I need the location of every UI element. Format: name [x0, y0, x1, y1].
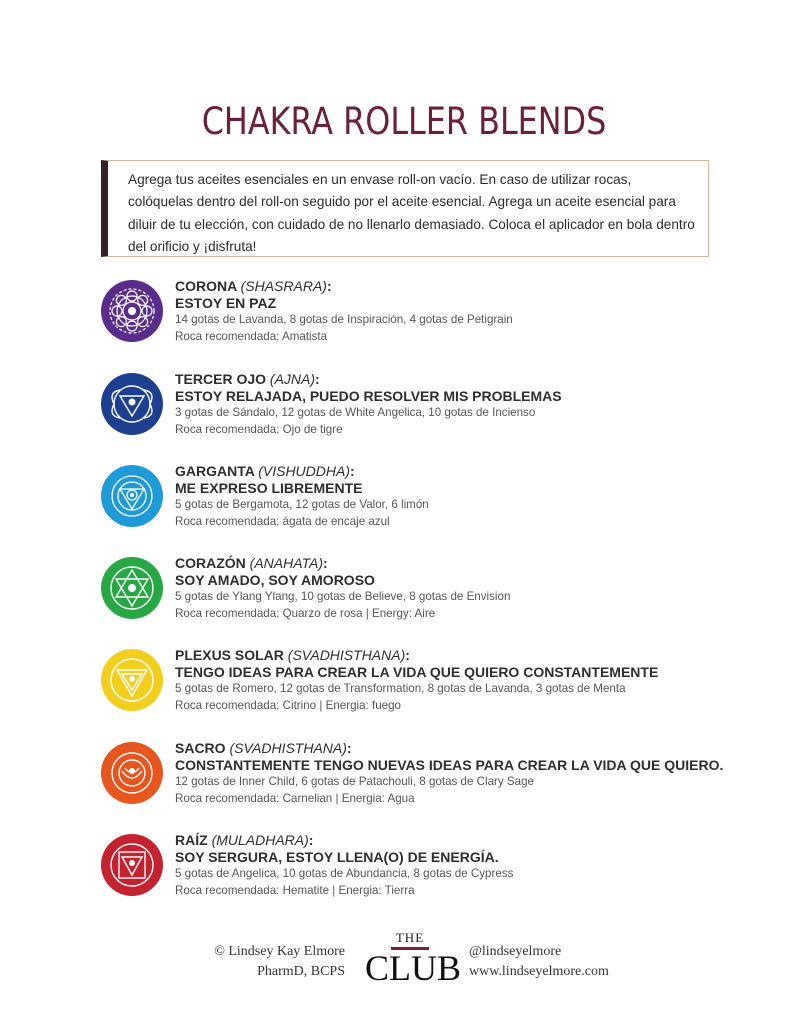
- chakra-affirmation: TENGO IDEAS PARA CREAR LA VIDA QUE QUIERO CONSTANTEMENTE: [175, 664, 659, 680]
- chakra-stone: Roca recomendada: Ojo de tigre: [175, 422, 343, 436]
- chakra-name: PLEXUS SOLAR (SVADHISTHANA):: [175, 647, 410, 663]
- website-link[interactable]: www.lindseyelmore.com: [469, 964, 609, 979]
- chakra-name: TERCER OJO (AJNA):: [175, 371, 320, 387]
- chakra-item-raiz: [100, 831, 720, 911]
- chakra-stone: Roca recomendada: ágata de encaje azul: [175, 514, 390, 528]
- chakra-affirmation: ESTOY RELAJADA, PUEDO RESOLVER MIS PROBLEMAS: [175, 388, 562, 404]
- club-logo-word: CLUB: [365, 948, 462, 988]
- chakra-recipe: 5 gotas de Romero, 12 gotas de Transformation, 8 gotas de Lavanda, 3 gotas de Menta: [175, 682, 626, 695]
- author-block: [214, 942, 345, 982]
- root-chakra-icon: [100, 833, 164, 897]
- third-eye-chakra-icon: [100, 372, 164, 436]
- chakra-stone: Roca recomendada: Amatista: [175, 329, 328, 343]
- chakra-item-garganta: [100, 462, 720, 542]
- chakra-item-sacro: [100, 739, 724, 819]
- chakra-stone: Roca recomendada: Carnelian | Energia: Agua: [175, 791, 415, 805]
- chakra-item-tercer-ojo: [100, 370, 720, 450]
- chakra-recipe: 14 gotas de Lavanda, 8 gotas de Inspiración, 4 gotas de Petigrain: [175, 313, 513, 326]
- chakra-recipe: 12 gotas de Inner Child, 6 gotas de Patachouli, 8 gotas de Clary Sage: [175, 775, 534, 788]
- chakra-recipe: 3 gotas de Sándalo, 12 gotas de White Angelica, 10 gotas de Incienso: [175, 406, 536, 419]
- chakra-affirmation: SOY AMADO, SOY AMOROSO: [175, 572, 375, 588]
- chakra-name: SACRO (SVADHISTHANA):: [175, 740, 352, 756]
- chakra-recipe: 5 gotas de Angelica, 10 gotas de Abundancia, 8 gotas de Cypress: [175, 867, 514, 880]
- chakra-recipe: 5 gotas de Ylang Ylang, 10 gotas de Believe, 8 gotas de Envision: [175, 590, 511, 603]
- intro-box: Agrega tus aceites esenciales en un envase roll-on vacío. En caso de utilizar rocas, colóquelas dentro del roll-on seguido por el aceite esencial. Agrega un aceite esencial para diluir de tu elección, con cuidado de no llenarlo demasiado. Coloca el aplicador en bola dentro del orificio y ¡disfruta!: [101, 160, 709, 257]
- chakra-item-plexus-solar: [100, 646, 720, 726]
- chakra-item-corona: [100, 277, 720, 357]
- chakra-affirmation: CONSTANTEMENTE TENGO NUEVAS IDEAS PARA CREAR LA VIDA QUE QUIERO.: [175, 757, 724, 773]
- throat-chakra-icon: [100, 464, 164, 528]
- crown-chakra-icon: [100, 279, 164, 343]
- chakra-stone: Roca recomendada: Citrino | Energia: fuego: [175, 698, 401, 712]
- social-handle[interactable]: @lindseyelmore: [469, 944, 562, 959]
- chakra-name: CORAZÓN (ANAHATA):: [175, 555, 328, 571]
- chakra-affirmation: ME EXPRESO LIBREMENTE: [175, 480, 363, 496]
- heart-chakra-icon: [100, 556, 164, 620]
- sacral-chakra-icon: [100, 741, 164, 805]
- solar-plexus-chakra-icon: [100, 648, 164, 712]
- chakra-affirmation: SOY SERGURA, ESTOY LLENA(O) DE ENERGÍA.: [175, 849, 499, 865]
- chakra-name: GARGANTA (VISHUDDHA):: [175, 463, 355, 479]
- chakra-affirmation: ESTOY EN PAZ: [175, 295, 277, 311]
- footer: [0, 928, 808, 988]
- chakra-name: RAÍZ (MULADHARA):: [175, 832, 314, 848]
- page-title: CHAKRA ROLLER BLENDS: [201, 100, 607, 143]
- author-credentials: PharmD, BCPS: [257, 964, 345, 979]
- chakra-recipe: 5 gotas de Bergamota, 12 gotas de Valor, 6 limón: [175, 498, 429, 511]
- club-logo-the: THE: [395, 930, 425, 945]
- club-logo: [365, 930, 462, 988]
- chakra-stone: Roca recomendada: Hematite | Energia: Tierra: [175, 883, 415, 897]
- contact-block: [469, 942, 609, 982]
- chakra-stone: Roca recomendada: Quarzo de rosa | Energy: Aire: [175, 606, 436, 620]
- chakra-item-corazon: [100, 554, 720, 634]
- author-name: © Lindsey Kay Elmore: [214, 944, 345, 959]
- chakra-name: CORONA (SHASRARA):: [175, 278, 332, 294]
